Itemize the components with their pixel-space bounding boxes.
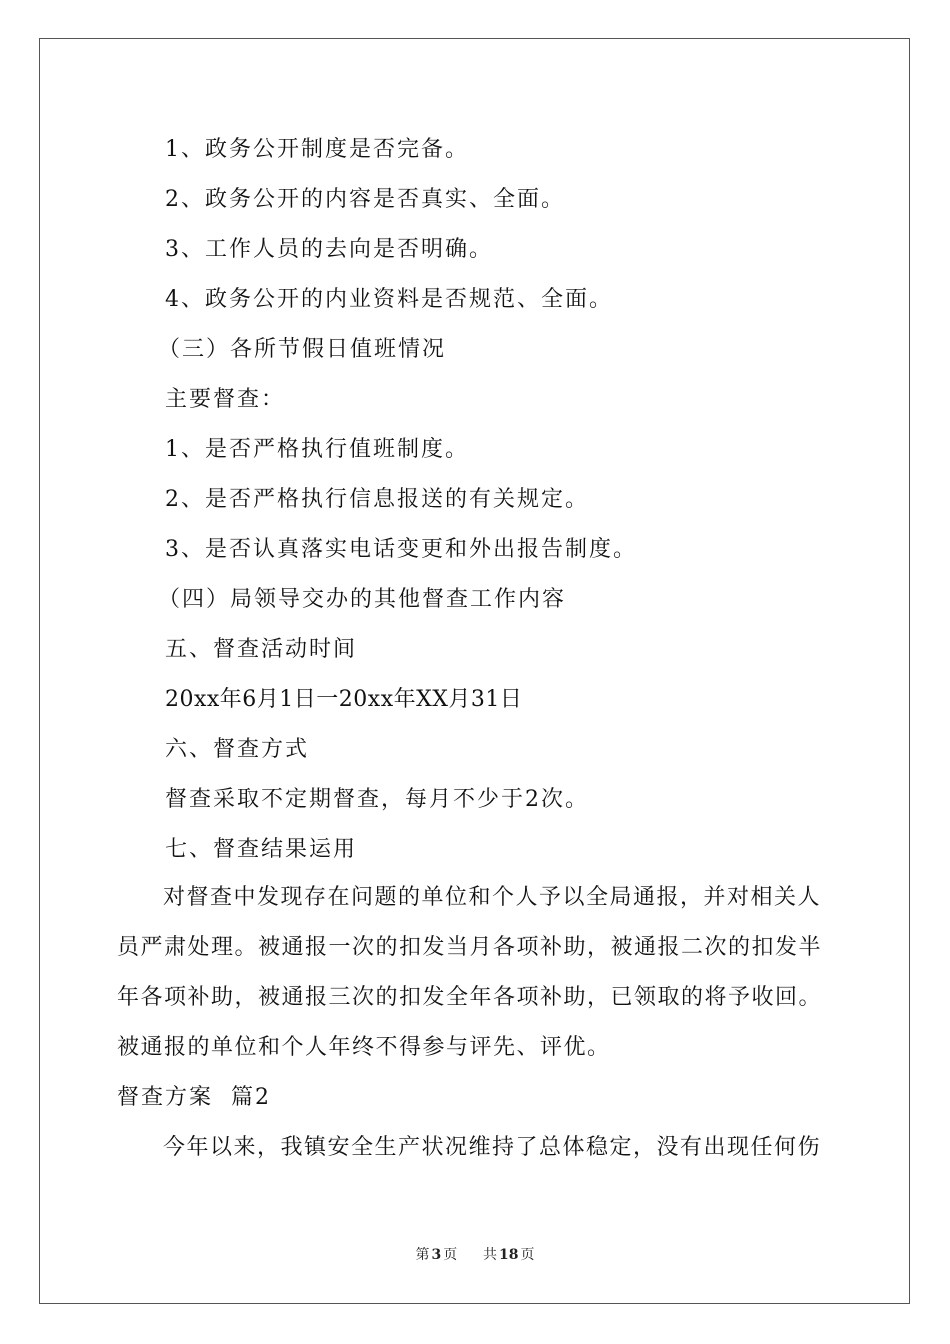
text-line: 2、是否严格执行信息报送的有关规定。	[165, 487, 589, 512]
paragraph-line: 被通报的单位和个人年终不得参与评先、评优。	[117, 1035, 611, 1060]
section-heading: 七、督查结果运用	[165, 837, 358, 862]
text-line: 督查采取不定期督查，每月不少于2次。	[165, 787, 589, 812]
subsection-heading: （四）局领导交办的其他督查工作内容	[158, 587, 567, 612]
total-prefix: 共	[483, 1247, 498, 1263]
subsection-heading: （三）各所节假日值班情况	[158, 337, 447, 362]
page-prefix: 第	[415, 1247, 430, 1263]
page-suffix: 页	[443, 1247, 458, 1263]
paragraph-line: 对督查中发现存在问题的单位和个人予以全局通报，并对相关人	[163, 885, 822, 910]
text-line: 4、政务公开的内业资料是否规范、全面。	[165, 287, 613, 312]
section-heading: 五、督查活动时间	[165, 637, 358, 662]
total-pages-indicator	[481, 1247, 536, 1263]
page-number: 3	[431, 1247, 442, 1263]
page-indicator	[413, 1247, 459, 1263]
page-frame	[39, 38, 910, 1304]
date-range-line: 20xx年6月1日一20xx年XX月31日	[165, 687, 523, 712]
page-footer	[0, 1246, 950, 1264]
paragraph-line: 年各项补助，被通报三次的扣发全年各项补助，已领取的将予收回。	[117, 985, 823, 1010]
text-line: 3、是否认真落实电话变更和外出报告制度。	[165, 537, 637, 562]
text-line: 主要督查：	[165, 387, 286, 412]
text-line: 1、是否严格执行值班制度。	[165, 437, 469, 462]
paragraph-line: 员严肃处理。被通报一次的扣发当月各项补助，被通报二次的扣发半	[117, 935, 823, 960]
text-line: 3、工作人员的去向是否明确。	[165, 237, 493, 262]
text-line: 1、政务公开制度是否完备。	[165, 137, 469, 162]
total-number: 18	[499, 1247, 519, 1263]
section-heading: 六、督查方式	[165, 737, 310, 762]
section-title: 督查方案 篇2	[117, 1085, 271, 1110]
text-line: 2、政务公开的内容是否真实、全面。	[165, 187, 565, 212]
paragraph-line: 今年以来，我镇安全生产状况维持了总体稳定，没有出现任何伤	[163, 1135, 822, 1160]
total-suffix: 页	[520, 1247, 535, 1263]
